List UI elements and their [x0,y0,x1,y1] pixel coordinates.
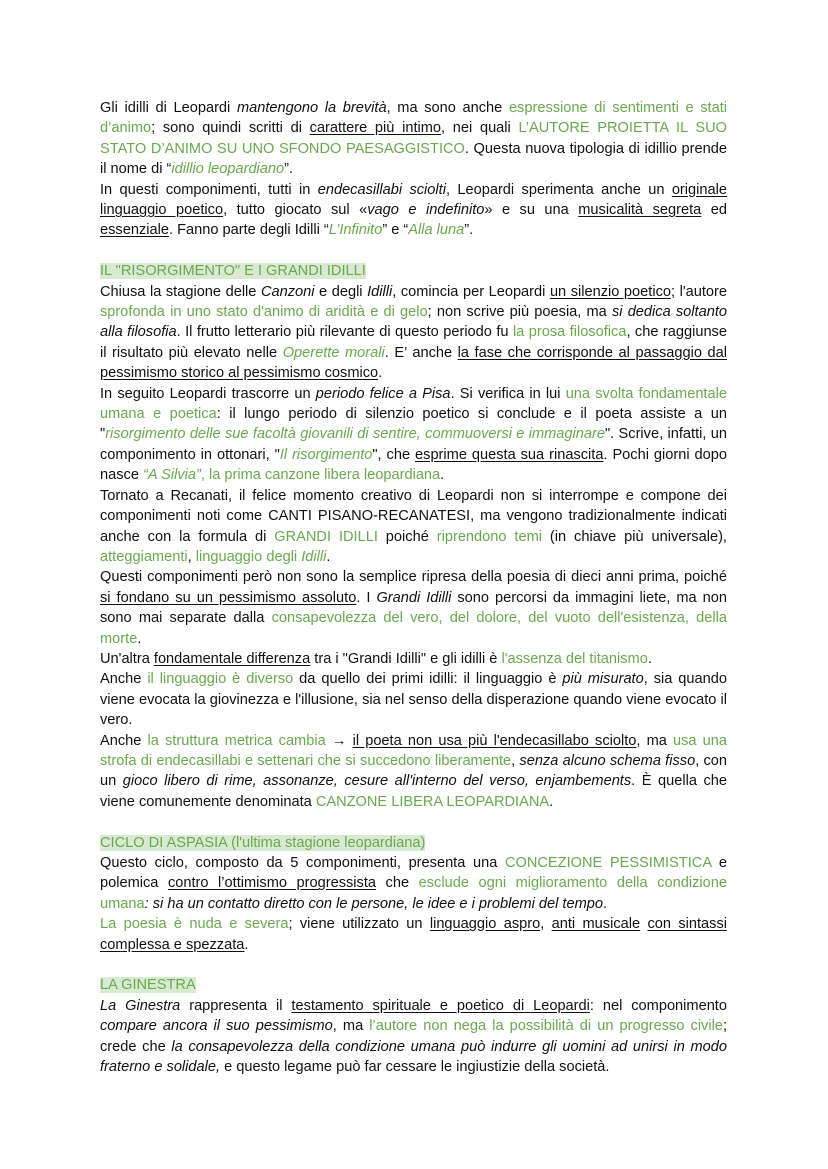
italic-text: compare ancora il suo pessimismo [100,1018,333,1035]
text-run: ” e “ [382,222,409,239]
underlined-text: il poeta non usa più l'endecasillabo sciolto [352,732,637,749]
italic-text: La Ginestra [100,997,181,1014]
highlighted-text: CONCEZIONE PESSIMISTICA [504,855,712,871]
intro-paragraph-1 [100,98,727,180]
text-run: . Il frutto letterario più rilevante di questo periodo fu [176,324,513,341]
highlighted-text: sprofonda in uno stato d'animo di aridità e di gelo [100,304,428,321]
text-run: . Pochi giorni dopo nasce [100,446,728,484]
text-run: : si ha un [144,895,208,912]
highlighted-text: espressione di sentimenti e stati d’animo [100,100,727,137]
underlined-text: testamento spirituale e poetico di Leopardi [291,997,590,1014]
text-run: (in chiave più universale), [542,528,727,545]
aspasia-paragraph-2 [100,914,727,955]
italic-text: Idilli [367,283,393,300]
underlined-text: la fase che corrisponde al passaggio dal pessimismo storico al pessimismo cosmico [100,344,728,382]
text-run: ; l'autore [670,283,727,300]
highlighted-text: L’AUTORE PROIETTA IL SUO STATO D’ANIMO SU UNO SFONDO PAESAGGISTICO [100,120,728,157]
text-run: , sia quando viene evocata la giovinezza e l'illusione, sia nel senso della disperazione quando viene evocato il vero. [100,671,727,729]
underlined-text: con sintassi complessa e spezzata [100,916,728,953]
document-page [100,98,727,1077]
highlighted-text: La poesia è nuda e severa [100,916,289,933]
text-run: , nei quali [441,120,519,137]
text-run: rappresenta il [180,997,292,1014]
text-run: ", che [372,446,416,463]
intro-paragraph-2 [100,180,727,241]
highlighted-italic-text: Alla luna [408,222,465,239]
section-heading-text: IL "RISORGIMENTO" E I GRANDI IDILLI [100,263,366,280]
highlighted-text: CANZONE LIBERA LEOPARDIANA [315,793,550,810]
highlighted-text: l’autore non nega la possibilità di un progresso civile [369,1018,723,1035]
text-run: . [244,936,249,953]
highlighted-text: usa una strofa di endecasillabi e settenari che si succedono liberamente [100,732,728,769]
text-run: , Leopardi sperimenta anche un [445,181,672,198]
highlighted-text: l'assenza del titanismo [501,650,648,667]
italic-text: la consapevolezza della condizione umana può indurre gli uomini ad unirsi in modo fraterno e solidale, [100,1038,727,1076]
text-run: . [549,793,554,810]
section-heading-risorgimento [100,261,727,281]
highlighted-italic-text: Il risorgimento [279,446,373,463]
section-heading-text: LA GINESTRA [100,977,196,994]
text-run: ”. [464,222,474,239]
text-run: Un'altra [100,650,154,667]
text-run: Anche [100,671,148,688]
risorgimento-paragraph-5 [100,649,727,669]
highlighted-text: una svolta fondamentale umana e poetica [100,385,727,423]
underlined-text: esprime questa sua rinascita [415,446,604,463]
text-run: , tutto giocato sul « [223,202,368,219]
spacer [100,955,727,975]
italic-text: più misurato [562,671,644,688]
spacer [100,241,727,261]
text-run: ed [701,202,727,219]
risorgimento-paragraph-6 [100,669,727,730]
underlined-text: un silenzio poetico [549,283,671,300]
highlighted-italic-text: L’Infinito [328,222,383,239]
text-run: Anche [100,732,148,749]
text-run: . [603,895,608,912]
text-run: . [378,365,383,382]
text-run: Questi componimenti però non sono la semplice ripresa della poesia di dieci anni prima, poiché [100,569,727,586]
text-run: In questi componimenti, tutti in [100,181,318,198]
risorgimento-paragraph-1 [100,282,727,384]
italic-text: Grandi Idilli [376,589,452,606]
underlined-text: carattere più intimo [309,120,442,137]
underlined-text: musicalità segreta [578,202,702,219]
highlighted-text: il linguaggio è diverso [147,671,294,688]
italic-text: Canzoni [260,283,315,300]
text-run: e questo legame può far cessare le ingiustizie della società. [220,1059,610,1076]
risorgimento-paragraph-3 [100,486,727,568]
section-heading-text: CICLO DI ASPASIA (l'ultima stagione leopardiana) [100,834,426,851]
risorgimento-paragraph-2 [100,384,727,486]
italic-text: contatto diretto con le persone, le idee e i problemi del tempo [207,895,603,912]
underlined-text: essenziale [100,222,169,239]
text-run: : nel componimento [589,997,727,1014]
text-run: . I [356,589,377,606]
highlighted-text: GRANDI IDILLI [274,528,378,545]
underlined-text: anti musicale [551,916,641,933]
text-run: : il lungo periodo di silenzio poetico si conclude e il poeta assiste a un " [100,406,727,443]
highlighted-text: esclude ogni miglioramento della condizione umana [100,875,727,912]
section-heading-ginestra [100,975,727,995]
highlighted-italic-text: idillio leopardiano [171,161,285,178]
text-run: . Si verifica in lui [450,385,566,402]
highlighted-text: riprendono temi [436,528,542,545]
text-run: In seguito Leopardi trascorre un [100,385,316,402]
italic-text: senza alcuno schema fisso [519,752,696,769]
text-run: e degli [314,283,368,300]
text-run: . [137,630,142,647]
text-run: » e su una [484,202,579,219]
text-run: ; crede che [100,1018,728,1055]
text-run: . È quella che viene comunemente denominata [100,773,727,810]
text-run: , ma [636,732,673,749]
text-run: . [326,548,331,565]
arrow-right-icon: → [325,732,353,749]
text-run: , [187,548,196,565]
highlighted-text: , la prima canzone libera leopardiana [200,467,441,484]
italic-text: vago e indefinito [367,202,485,219]
text-run: Tornato a Recanati, il felice momento creativo di Leopardi non si interrompe e compone dei componimenti noti come CANTI PISANO-RECANATESI, ma vengono tradizionalmente indicati anche con la formula di [100,487,727,545]
text-run: tra i "Grandi Idilli" e gli idilli è [310,650,502,667]
text-run: e polemica [100,855,727,892]
risorgimento-paragraph-4 [100,567,727,649]
text-run: . [647,650,652,667]
underlined-text: originale linguaggio poetico [100,181,727,219]
text-run: ; sono quindi scritti di [151,120,310,137]
text-run: . E’ anche [384,344,458,361]
spacer [100,812,727,832]
underlined-text: si fondano su un pessimismo assoluto [100,589,357,606]
text-run: . Questa nuova tipologia di idillio prende il nome di “ [100,140,727,178]
highlighted-italic-text: Operette morali [282,344,385,361]
aspasia-paragraph-1 [100,853,727,914]
underlined-text: contro l’ottimismo progressista [167,875,377,892]
italic-text: periodo felice a Pisa [315,385,451,402]
text-run: poiché [377,528,437,545]
highlighted-text: atteggiamenti [100,548,188,565]
ginestra-paragraph-1 [100,996,727,1078]
text-run: Chiusa la stagione delle [100,283,261,300]
text-run: Questo ciclo, composto da 5 componimenti, presenta una [100,855,505,871]
text-run: ; non scrive più poesia, ma [427,304,612,321]
highlighted-italic-text: Idilli [301,548,327,565]
highlighted-italic-text: risorgimento delle sue facoltà giovanili di sentire, commuoversi e immaginare [105,426,605,443]
highlighted-italic-text: “A Silvia” [143,467,201,484]
text-run: , ma sono anche [386,100,509,116]
text-run: che [376,875,419,892]
text-run: , ma [332,1018,370,1035]
text-run: , [511,752,520,769]
text-run: , con un [100,752,728,790]
highlighted-text: la prosa filosofica [512,324,627,341]
highlighted-text: linguaggio degli [195,548,302,565]
text-run: , che raggiunse il risultato più elevato nelle [100,324,727,361]
risorgimento-paragraph-7 [100,731,727,813]
highlighted-text: la struttura metrica cambia [147,732,326,749]
italic-text: gioco libero di rime, assonanze, cesure all'interno del verso, enjambements [122,773,632,790]
text-run: , comincia per Leopardi [392,283,550,300]
section-heading-aspasia [100,833,727,853]
highlighted-text: consapevolezza del vero, del dolore, del vuoto dell'esistenza, della morte [100,610,727,647]
italic-text: si dedica soltanto alla filosofia [100,304,727,341]
italic-text: mantengono la brevità [236,100,387,116]
text-run: ". Scrive, infatti, un componimento in ottonari, " [100,426,727,463]
italic-text: endecasillabi sciolti [317,181,446,198]
text-run: sono percorsi da immagini liete, ma non sono mai separate dalla [100,589,728,627]
text-run: da quello dei primi idilli: il linguaggio è [293,671,563,688]
text-run: . Fanno parte degli Idilli “ [168,222,329,239]
text-run: . [440,467,445,484]
text-run: ; viene utilizzato un [288,916,430,933]
text-run: ”. [284,161,294,178]
text-run: Gli idilli di Leopardi [100,100,237,116]
underlined-text: linguaggio aspro [429,916,541,933]
underlined-text: fondamentale differenza [153,650,311,667]
text-run: , [540,916,552,933]
